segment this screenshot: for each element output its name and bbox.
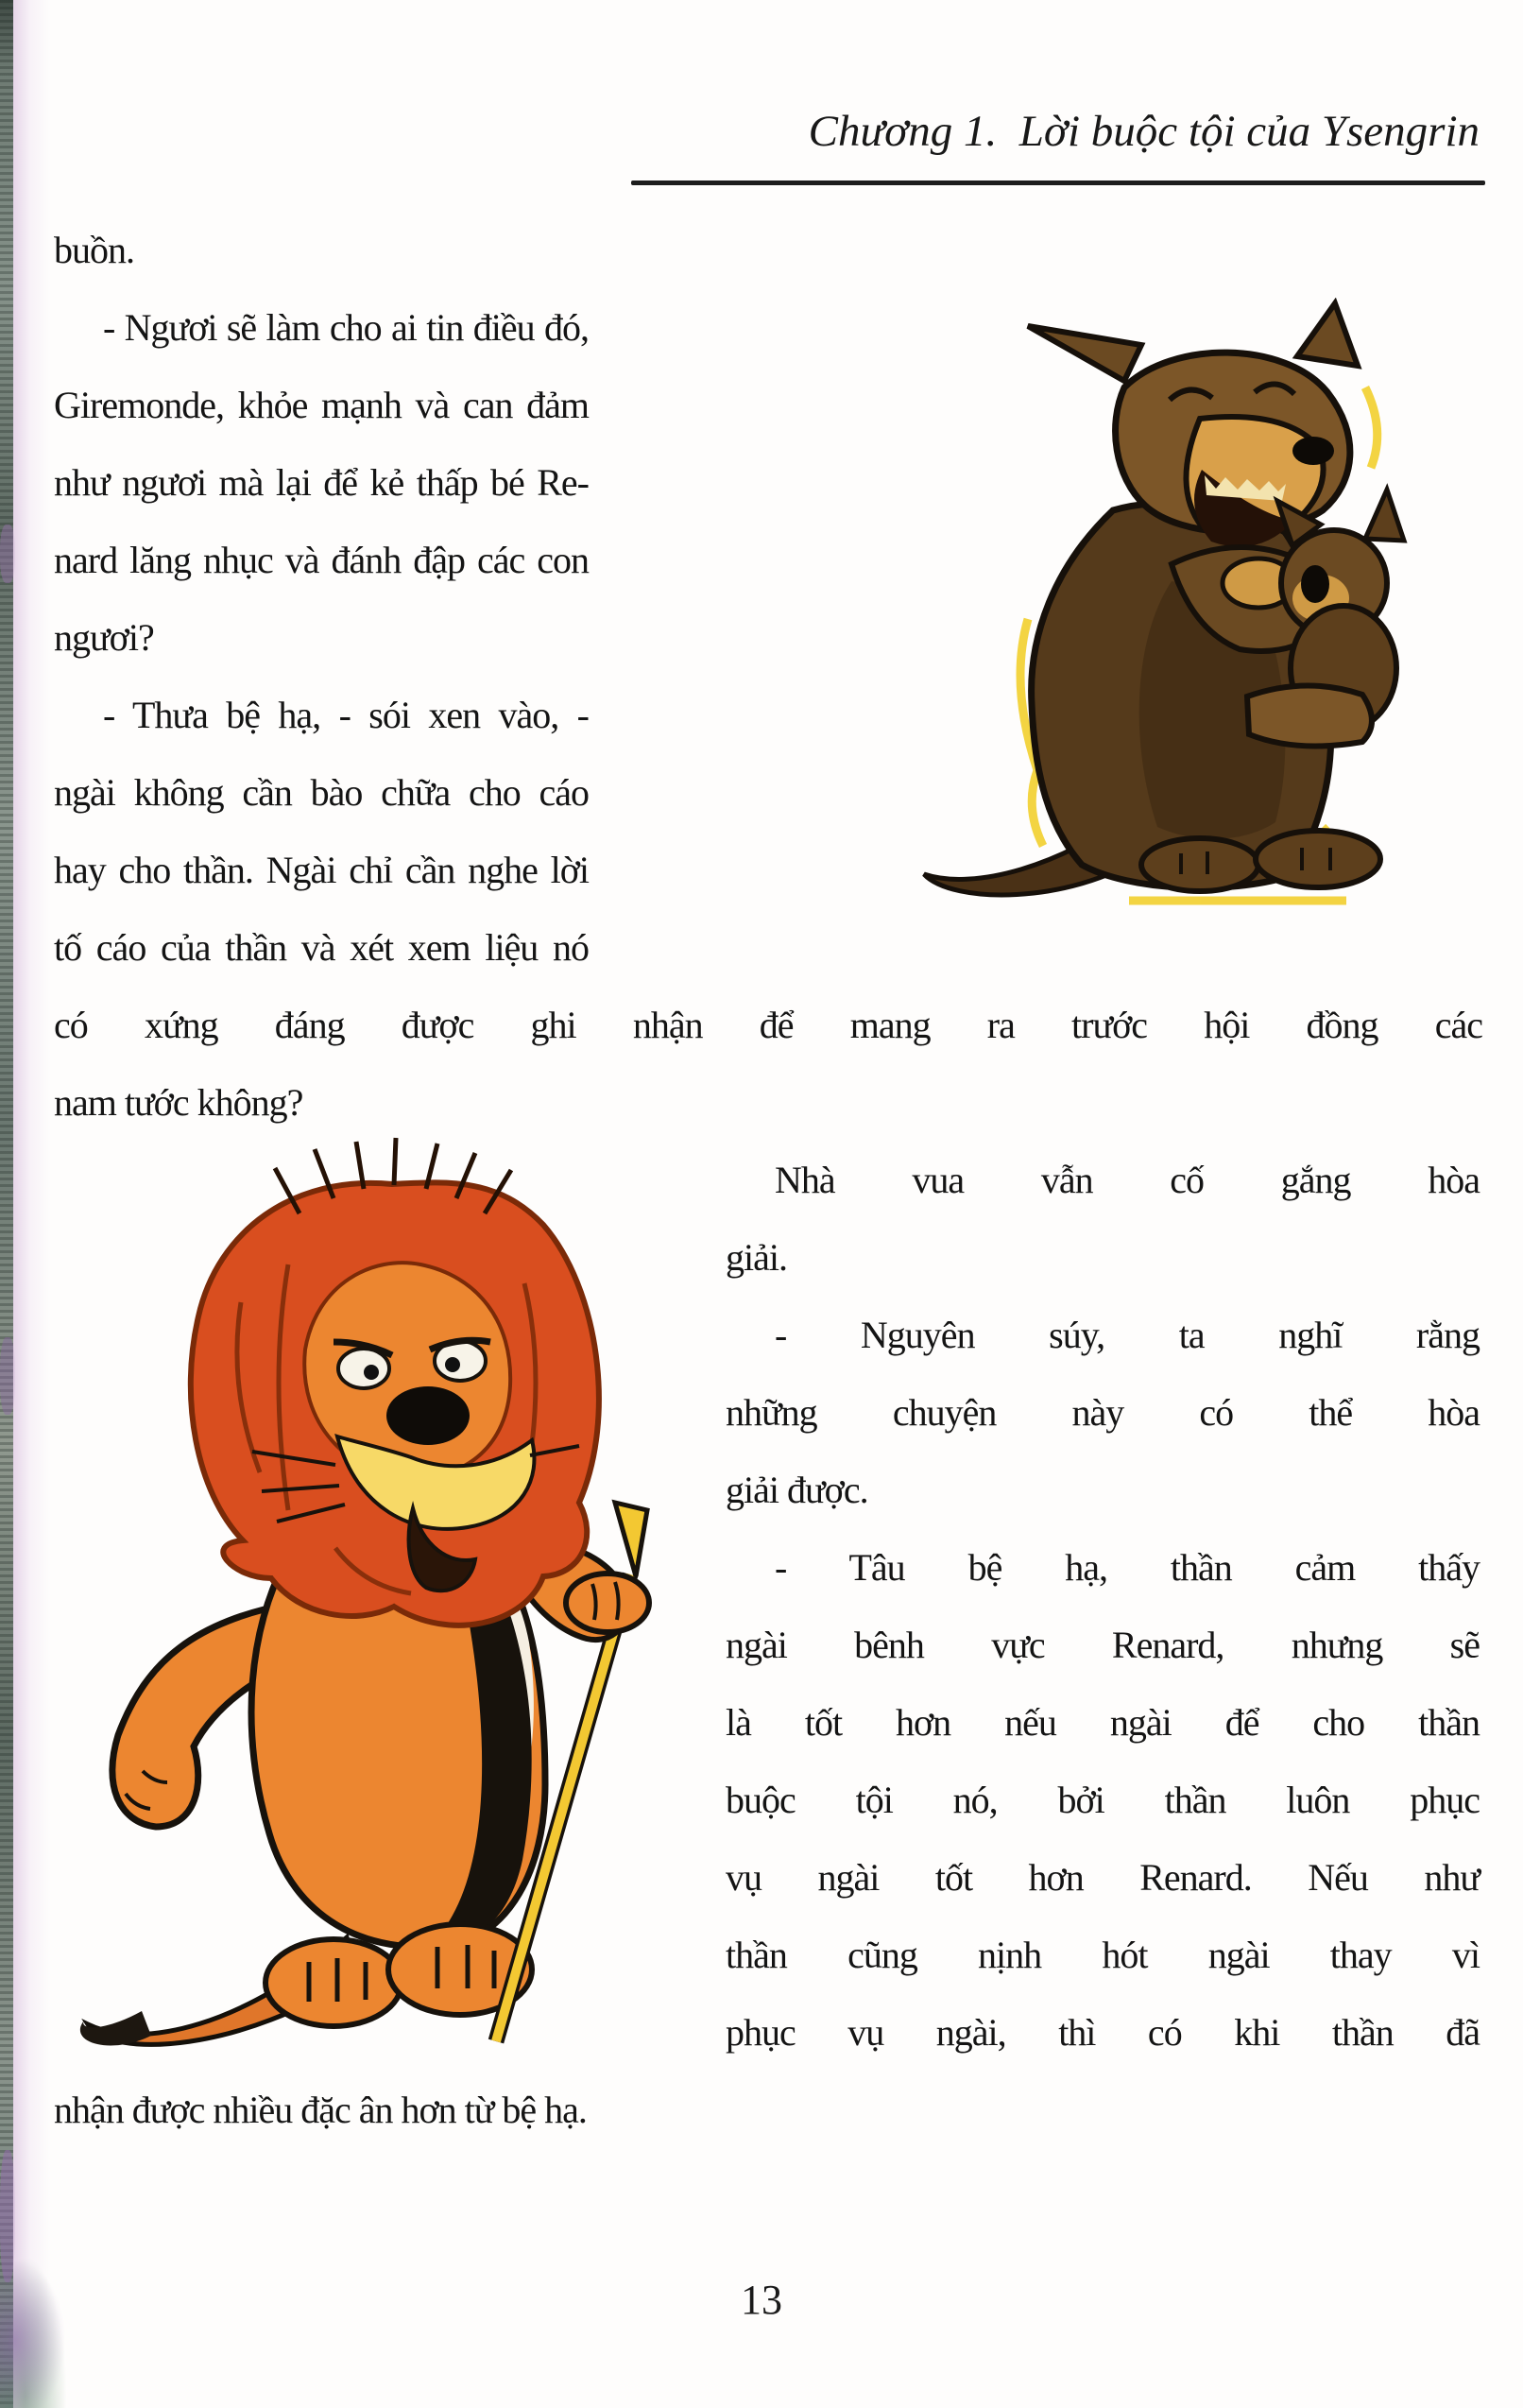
text-line: là tốt hơn nếu ngài để cho thần [726, 1701, 1480, 1744]
chapter-header: Chương 1. Lời buộc tội của Ysengrin [808, 107, 1480, 156]
text-line: buộc tội nó, bởi thần luôn phục [726, 1779, 1480, 1821]
wolf-illustration [888, 298, 1483, 912]
text-line: Nhà vua vẫn cố gắng hòa [775, 1159, 1480, 1201]
text-line: hay cho thần. Ngài chỉ cần nghe lời [54, 849, 589, 891]
text-line: ngài không cần bào chữa cho cáo [54, 771, 589, 814]
cub-right-ear [1365, 490, 1404, 541]
text-line: nard lăng nhục và đánh đập các con [54, 539, 589, 581]
lion-right-paw [566, 1574, 649, 1632]
text-line: buồn. [54, 229, 134, 271]
lion-left-pupil [364, 1365, 379, 1380]
text-line: - Thưa bệ hạ, - sói xen vào, - [103, 694, 589, 736]
header-divider [631, 181, 1485, 185]
text-line: - Tâu bệ hạ, thần cảm thấy [775, 1546, 1480, 1589]
text-line: giải được. [726, 1469, 868, 1511]
paragraph-block-right [726, 1142, 1480, 2072]
text-line: - Ngươi sẽ làm cho ai tin điều đó, [103, 306, 589, 349]
text-line: thần cũng nịnh hót ngài thay vì [726, 1934, 1480, 1976]
cub-eye [1301, 565, 1329, 603]
wolf-right-ear [1297, 303, 1358, 366]
lion-nose [386, 1386, 470, 1445]
edge-fade [13, 0, 51, 2408]
wolf-lower-arm [1247, 685, 1372, 746]
text-line: có xứng đáng được ghi nhận để mang ra trước hội đồng các [54, 1004, 1482, 1046]
paragraph-block-full [54, 987, 1482, 1142]
text-line: như ngươi mà lại để kẻ thấp bé Re- [54, 461, 589, 504]
text-line: tố cáo của thần và xét xem liệu nó [54, 926, 589, 969]
lion-left-eye [338, 1349, 389, 1388]
text-line: ngài bênh vực Renard, nhưng sẽ [726, 1624, 1480, 1666]
text-line: Giremonde, khỏe mạnh và can đảm [54, 384, 589, 426]
wolf-nose [1292, 437, 1334, 465]
paragraph-block-left [54, 212, 589, 987]
wolf-left-ear [1028, 326, 1141, 381]
lion-foot [265, 1939, 402, 2026]
text-line: - Nguyên súy, ta nghĩ rằng [775, 1314, 1480, 1356]
paragraph-block-final [54, 2072, 1482, 2149]
wolf-foot [1141, 838, 1258, 891]
page-number: 13 [741, 2277, 782, 2323]
text-line: phục vụ ngài, thì có khi thần đã [726, 2011, 1480, 2054]
text-line: những chuyện này có thể hòa [726, 1391, 1480, 1434]
text-line: vụ ngài tốt hơn Renard. Nếu như [726, 1856, 1480, 1899]
scepter-finial [615, 1503, 647, 1576]
lion-illustration [52, 1132, 666, 2068]
text-line: nhận được nhiều đặc ân hơn từ bệ hạ. [54, 2089, 587, 2131]
text-line: giải. [726, 1236, 787, 1279]
lion-right-pupil [445, 1357, 460, 1372]
wolf-foot [1256, 831, 1380, 887]
scanned-page-edge [0, 0, 13, 2408]
text-line: ngươi? [54, 616, 154, 659]
text-line: nam tước không? [54, 1081, 303, 1124]
